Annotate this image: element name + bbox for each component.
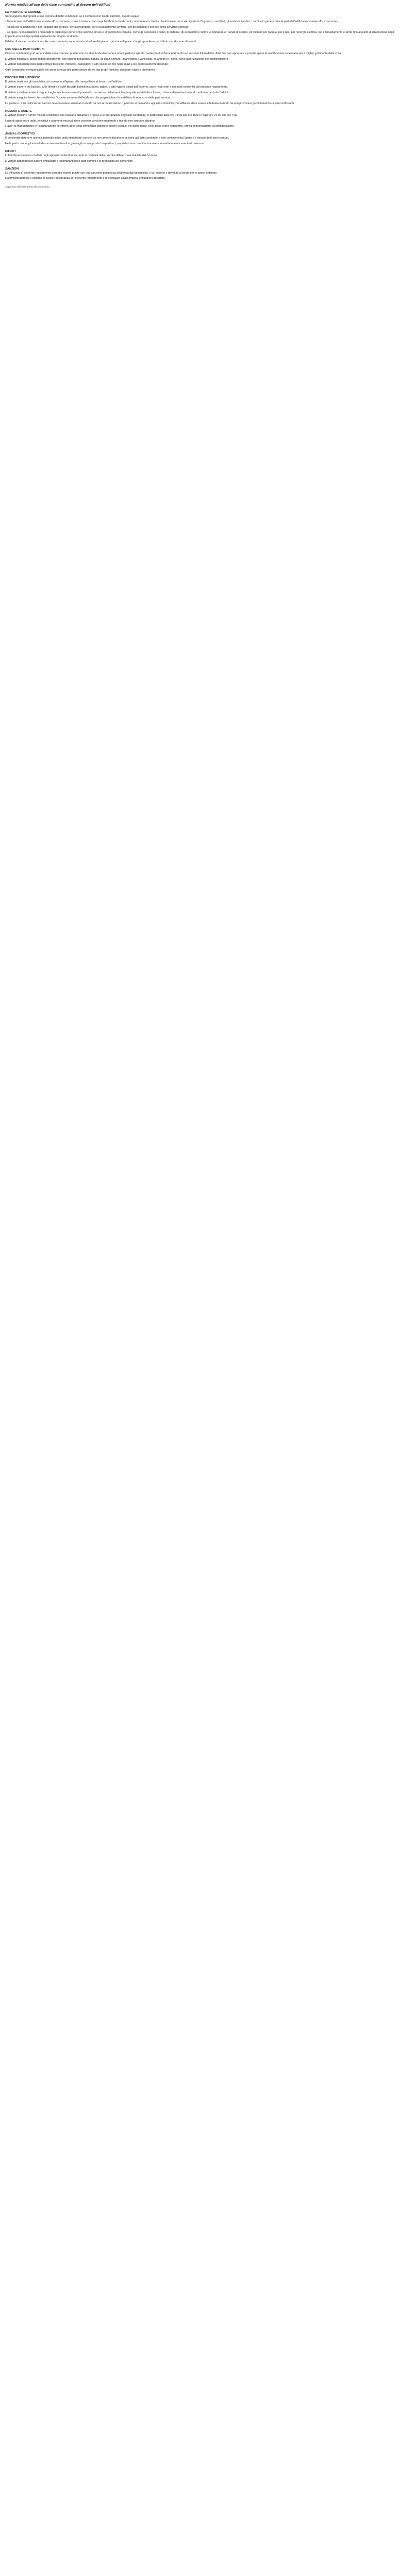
- section-heading: ANIMALI DOMESTICI: [5, 132, 35, 136]
- paragraph: È vietato produrre rumori molesti o fastidiosi che possano disturbare il riposo e le occupazioni degli altri condomini, in particolare dalle ore 13:00 alle ore 15:00 e dalle ore 22:00 alle ore 7:00.: [5, 114, 238, 117]
- paragraph: Il diritto di ciascun condomino sulle cose comuni è proporzionato al valore del piano o porzione di piano che gli appartiene, se il titolo non dispone altrimenti.: [5, 40, 197, 44]
- paragraph: È vietato depositare nelle parti comuni biciclette, motocicli, passeggini o altri veicoli se non negli spazi a ciò espressamente destinati.: [5, 63, 169, 66]
- paragraph: L'uso di apparecchi radio, televisivi e strumenti musicali deve avvenire a volume moderato e tale da non arrecare disturbo.: [5, 119, 156, 123]
- paragraph: Ogni condomino è responsabile dei danni arrecati alle parti comuni da sé, dai propri familiari, dai propri ospiti o dipendenti.: [5, 68, 156, 72]
- section-heading: RUMORI E QUIETE: [5, 110, 32, 113]
- document-page: [0, 0, 399, 193]
- section-heading: SANZIONI: [5, 167, 20, 171]
- paragraph: È vietato destinare gli immobili a uso contrario all'igiene, alla tranquillità e al decoro dell'edificio.: [5, 80, 123, 84]
- paragraph: Le infrazioni al presente regolamento possono essere punite con una sanzione pecuniaria deliberata dall'assemblea, il cui importo è devoluto al fondo per le spese ordinarie.: [5, 171, 218, 175]
- section: [5, 132, 394, 146]
- paragraph: - Tutte le parti dell'edificio necessarie all'uso comune, come il suolo su cui sorge l'edificio, le fondazioni, i muri maestri, i tetti e i lastrici solari, le scale, i portoni d'ingresso, i vestiboli, gli androni, i portici, i cortili e in genere tutte le parti dell'edificio necessarie all'uso comune;: [5, 20, 338, 24]
- paragraph: - I locali per la portineria e per l'alloggio del portiere, per la lavanderia, per il riscaldamento centrale, per gli stenditoi e per altri simili servizi in comune;: [5, 25, 189, 29]
- section-heading: RIFIUTI: [5, 150, 16, 154]
- paragraph: Ciascun condomino può servirsi della cosa comune, purché non ne alteri la destinazione e non impedisca agli altri partecipanti di farne parimenti uso secondo il loro diritto. A tal fine può apportare a proprie spese le modificazioni necessarie per il miglior godimento della cosa.: [5, 52, 342, 56]
- paragraph: È vietato esporre sui balconi, sulle finestre e sulle facciate biancheria, panni, tappeti o altri oggetti visibili dall'esterno, salvo negli orari e nei modi consentiti dal presente regolamento.: [5, 86, 228, 89]
- section-heading: DECORO DELL'EDIFICIO: [5, 76, 41, 80]
- section: [5, 150, 394, 163]
- section: [5, 48, 394, 72]
- document-title: Norma relativa all'uso delle case comunali e al decoro dell'edificio: [5, 3, 110, 7]
- document-footer: Approvato dall'assemblea dei condomini.: [5, 185, 51, 189]
- paragraph: È vietato eseguire lavori che modifichino l'aspetto esteriore dell'edificio o che pregiudichino la stabilità o la sicurezza delle parti comuni.: [5, 96, 171, 100]
- section-heading: USO DELLE PARTI COMUNI: [5, 48, 45, 52]
- paragraph: L'amministratore ha il compito di curare l'osservanza del presente regolamento e di segnalare all'assemblea le infrazioni accertate.: [5, 177, 166, 180]
- paragraph: È vietato occupare, anche temporaneamente, con oggetti di qualsiasi natura, gli spazi comuni, i pianerottoli, i vani scala, gli androni e i cortili, salvo autorizzazione dell'amministratore.: [5, 57, 229, 61]
- paragraph: Sono oggetto di proprietà e uso comune di tutti i condomini, se il contrario non risulta dal titolo, quanto segue:: [5, 15, 140, 18]
- paragraph: È vietato abbandonare sacchi, imballaggi o ingombranti nelle parti comuni o in prossimità dei contenitori.: [5, 159, 134, 163]
- paragraph: I rifiuti devono essere conferiti negli appositi contenitori secondo le modalità della raccolta differenziata stabilite dal Comune.: [5, 154, 158, 158]
- section: [5, 11, 394, 44]
- section-heading: LA PROPRIETÀ COMUNE: [5, 11, 41, 14]
- paragraph: Nelle parti comuni gli animali devono essere tenuti al guinzaglio o in apposito trasportino; i proprietari sono tenuti a rimuovere immediatamente eventuali deiezioni.: [5, 142, 205, 145]
- section: [5, 110, 394, 128]
- section: [5, 167, 394, 181]
- paragraph: - Le opere, le installazioni, i manufatti di qualunque genere che servono all'uso e al godimento comune, come gli ascensori, i pozzi, le cisterne, gli acquedotti e inoltre le fognature e i canali di scarico, gli impianti per l'acqua, per il gas, per l'energia elettrica, per il riscaldamento e simili, fino al punto di diramazione degli impianti ai locali di proprietà esclusiva dei singoli condomini.: [5, 31, 394, 38]
- paragraph: È vietato installare tende, insegne, targhe o antenne senza il preventivo consenso dell'assemblea, la quale ne stabilisce forma, colore e dimensioni in modo uniforme per tutto l'edificio.: [5, 91, 230, 94]
- paragraph: I lavori di manutenzione e ristrutturazione all'interno delle unità immobiliari potranno essere eseguiti nei giorni feriali, nelle fasce orarie consentite, previa comunicazione all'amministratore.: [5, 124, 235, 128]
- paragraph: Le piante e i vasi collocati sui balconi devono essere sistemati in modo da non arrecare danno o pericolo ai passanti e agli altri condomini; l'innaffiatura deve essere effettuata in modo da non provocare gocciolamenti sui piani sottostanti.: [5, 101, 295, 105]
- section: [5, 76, 394, 106]
- paragraph: È consentito detenere animali domestici nelle unità immobiliari, purché ciò non arrechi disturbo o pericolo agli altri condomini e non comprometta l'igiene e il decoro delle parti comuni.: [5, 137, 229, 140]
